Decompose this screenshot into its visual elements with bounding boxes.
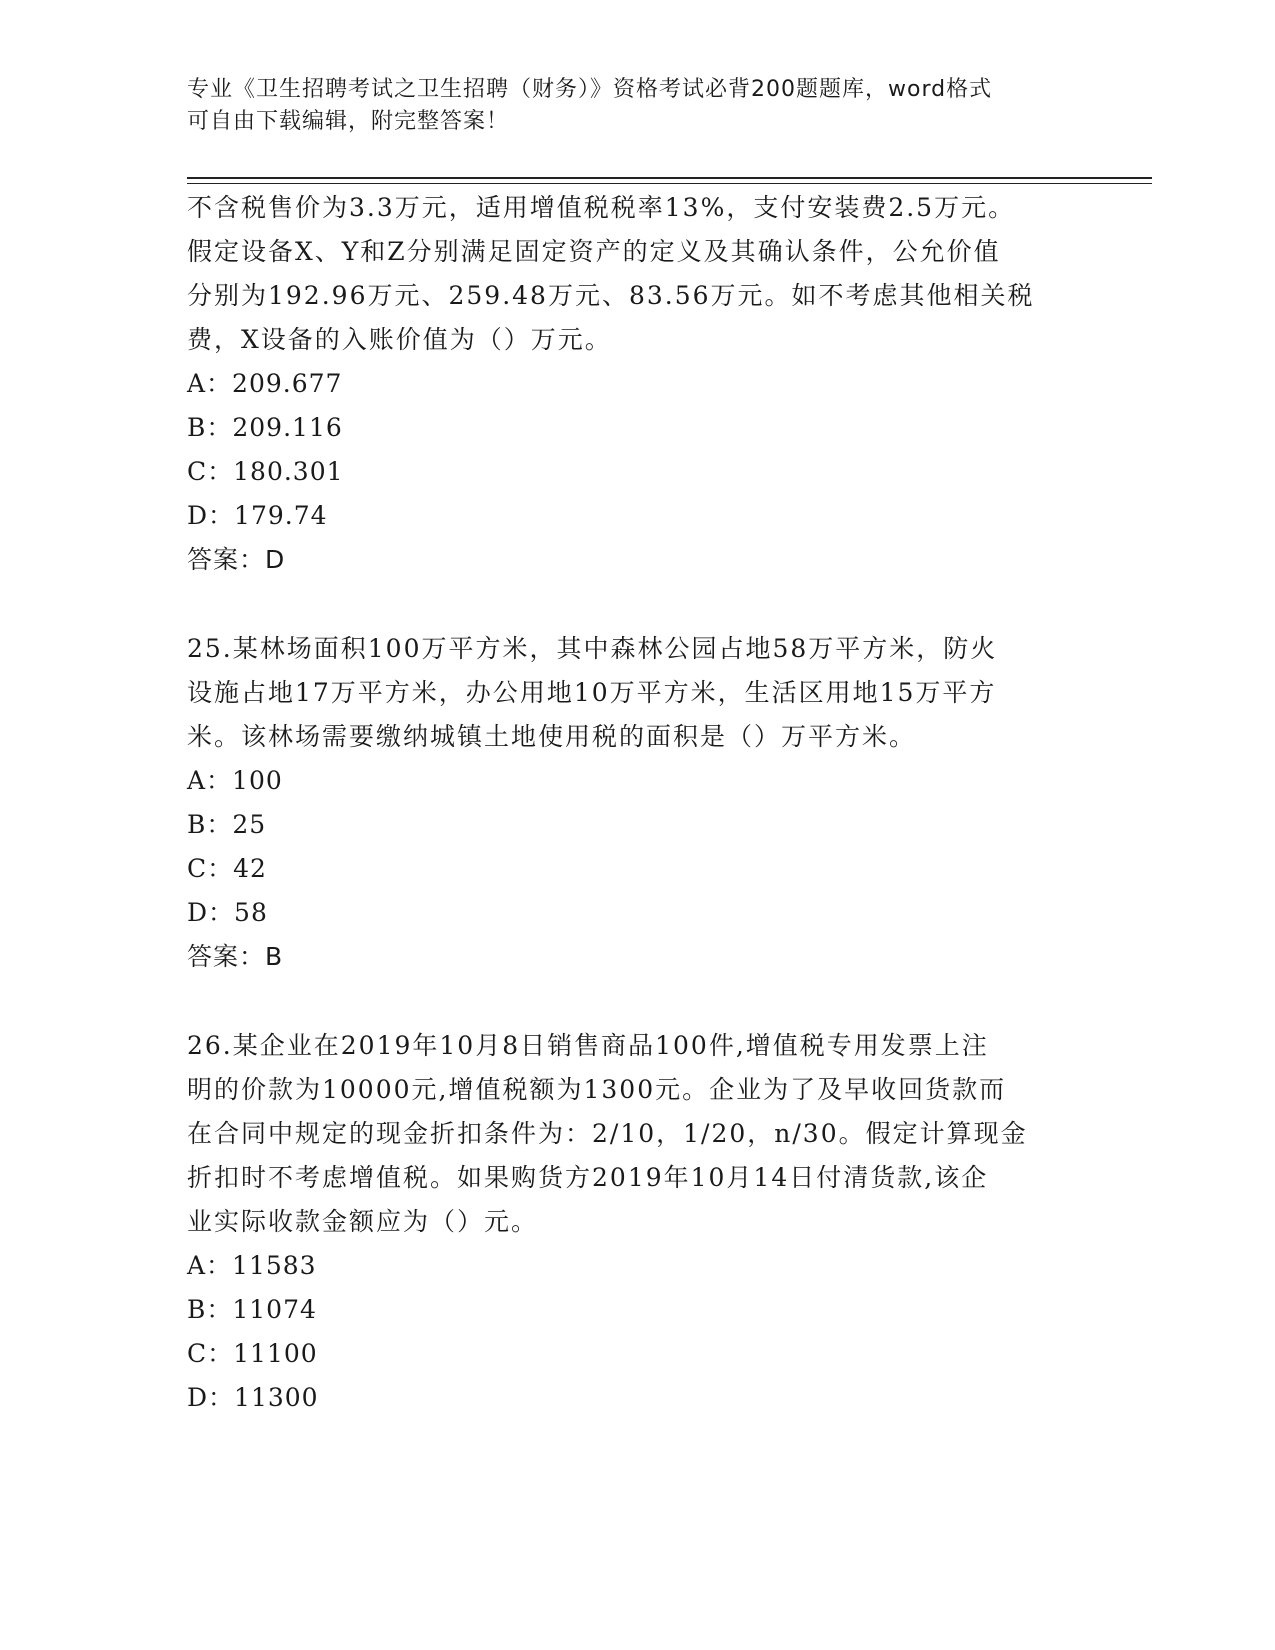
option-b: B：25 bbox=[187, 810, 267, 839]
question-text-line: 26.某企业在2019年10月8日销售商品100件,增值税专用发票上注 bbox=[187, 1031, 989, 1060]
question-text-line: 假定设备X、Y和Z分别满足固定资产的定义及其确认条件，公允价值 bbox=[187, 237, 1001, 266]
option-c: C：42 bbox=[187, 854, 267, 883]
question-text-line: 设施占地17万平方米，办公用地10万平方米，生活区用地15万平方 bbox=[187, 678, 997, 707]
question-text-line: 费，X设备的入账价值为（）万元。 bbox=[187, 325, 612, 354]
question-text-line: 明的价款为10000元,增值税额为1300元。企业为了及早收回货款而 bbox=[187, 1075, 1007, 1104]
answer: 答案：B bbox=[187, 942, 284, 971]
option-a: A：11583 bbox=[187, 1251, 317, 1280]
question-text-line: 业实际收款金额应为（）元。 bbox=[187, 1207, 539, 1236]
question-text-line: 米。该林场需要缴纳城镇土地使用税的面积是（）万平方米。 bbox=[187, 722, 917, 751]
answer: 答案：D bbox=[187, 545, 286, 574]
header-line-1: 专业《卫生招聘考试之卫生招聘（财务）》资格考试必背200题题库，word格式 bbox=[187, 77, 993, 102]
option-d: D：58 bbox=[187, 898, 268, 927]
header-divider-thick bbox=[187, 177, 1152, 179]
option-c: C：180.301 bbox=[187, 457, 344, 486]
header-divider-thin bbox=[187, 183, 1152, 184]
question-text-line: 分别为192.96万元、259.48万元、83.56万元。如不考虑其他相关税 bbox=[187, 281, 1035, 310]
option-a: A：209.677 bbox=[187, 369, 343, 398]
question-text-line: 不含税售价为3.3万元，适用增值税税率13%，支付安装费2.5万元。 bbox=[187, 193, 1016, 222]
option-d: D：179.74 bbox=[187, 501, 328, 530]
document-header bbox=[187, 74, 1087, 138]
option-b: B：209.116 bbox=[187, 413, 343, 442]
option-d: D：11300 bbox=[187, 1383, 319, 1412]
option-c: C：11100 bbox=[187, 1339, 318, 1368]
option-a: A：100 bbox=[187, 766, 283, 795]
question-text-line: 折扣时不考虑增值税。如果购货方2019年10月14日付清货款,该企 bbox=[187, 1163, 989, 1192]
header-line-2: 可自由下载编辑，附完整答案！ bbox=[187, 109, 510, 134]
option-b: B：11074 bbox=[187, 1295, 317, 1324]
question-text-line: 25.某林场面积100万平方米，其中森林公园占地58万平方米，防火 bbox=[187, 634, 998, 663]
question-text-line: 在合同中规定的现金折扣条件为：2/10，1/20，n/30。假定计算现金 bbox=[187, 1119, 1028, 1148]
